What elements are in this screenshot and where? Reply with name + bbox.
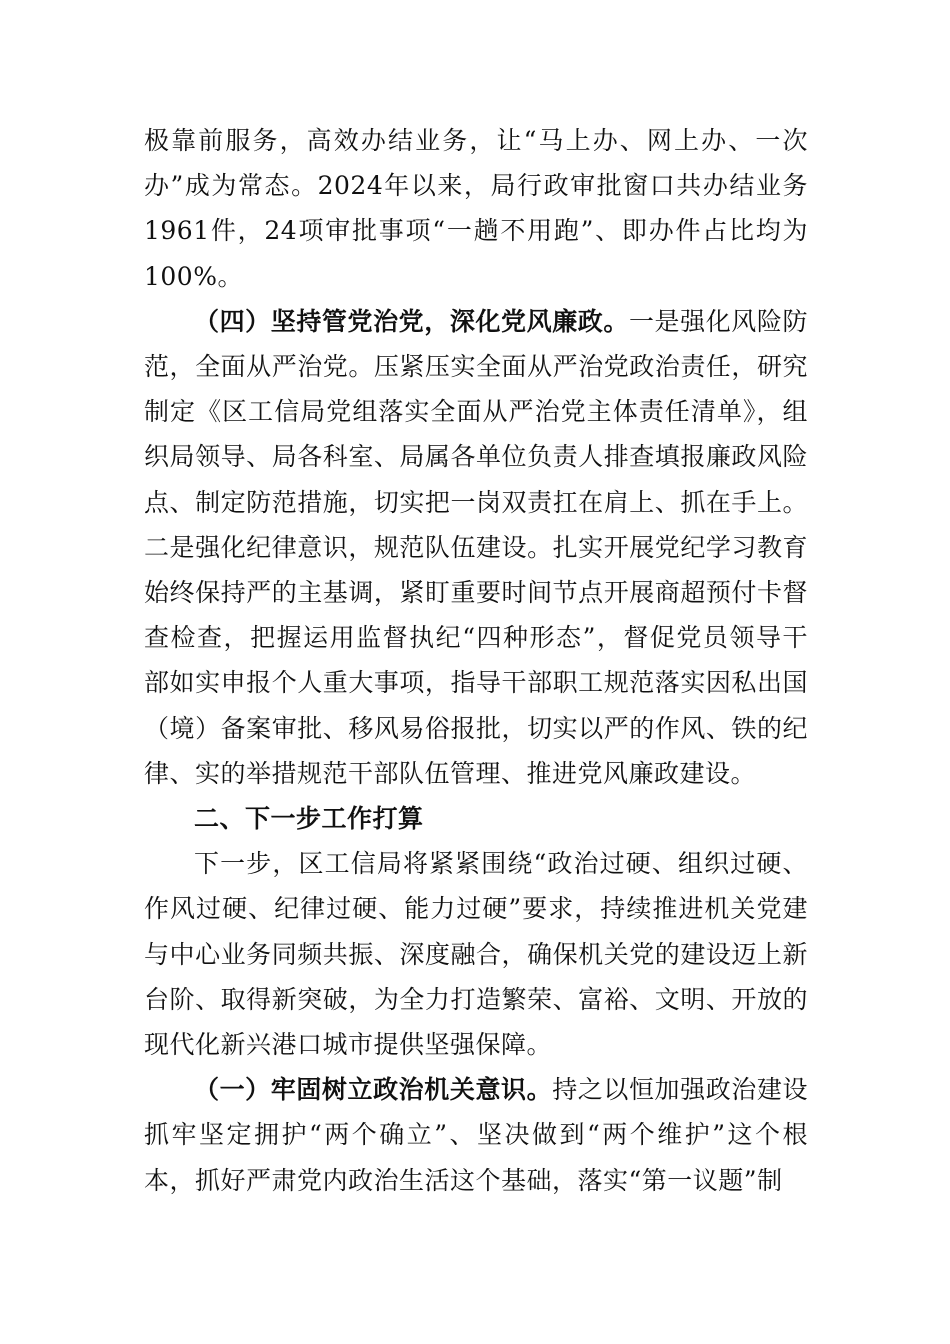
paragraph-party-discipline (144, 299, 808, 796)
section-four-title: （四）坚持管党治党，深化党风廉政。 (194, 306, 629, 336)
paragraph-next-steps-intro: 下一步，区工信局将紧紧围绕“政治过硬、组织过硬、作风过硬、纪律过硬、能力过硬”要求，持续推进机关党建与中心业务同频共振、深度融合，确保机关党的建设迈上新台阶、取得新突破，为全力打造繁荣、富裕、文明、开放的现代化新兴港口城市提供坚强保障。 (144, 849, 808, 1060)
document-body (144, 118, 808, 1203)
paragraph-service-efficiency: 极靠前服务，高效办结业务，让“马上办、网上办、一次办”成为常态。2024年以来，局行政审批窗口共办结业务1961件，24项审批事项“一趟不用跑”、即办件占比均为100%。 (144, 126, 808, 291)
subsection-one-title: （一）牢固树立政治机关意识。 (194, 1075, 553, 1105)
subsection-one-body: 持之以恒加强政治建设抓牢坚定拥护“两个确立”、坚决做到“两个维护”这个根本，抓好严肃党内政治生活这个基础，落实“第一议题”制 (144, 1075, 808, 1195)
paragraph-political-awareness (144, 1067, 808, 1203)
section-four-body: 一是强化风险防范，全面从严治党。压紧压实全面从严治党政治责任，研究制定《区工信局党组落实全面从严治党主体责任清单》，组织局领导、局各科室、局属各单位负责人排查填报廉政风险点、制定防范措施，切实把一岗双责扛在肩上、抓在手上。二是强化纪律意识，规范队伍建设。扎实开展党纪学习教育始终保持严的主基调，紧盯重要时间节点开展商超预付卡督查检查，把握运用监督执纪“四种形态”，督促党员领导干部如实申报个人重大事项，指导干部职工规范落实因私出国（境）备案审批、移风易俗报批，切实以严的作风、铁的纪律、实的举措规范干部队伍管理、推进党风廉政建设。 (144, 306, 808, 788)
section-heading-next-steps: 二、下一步工作打算 (194, 804, 424, 834)
